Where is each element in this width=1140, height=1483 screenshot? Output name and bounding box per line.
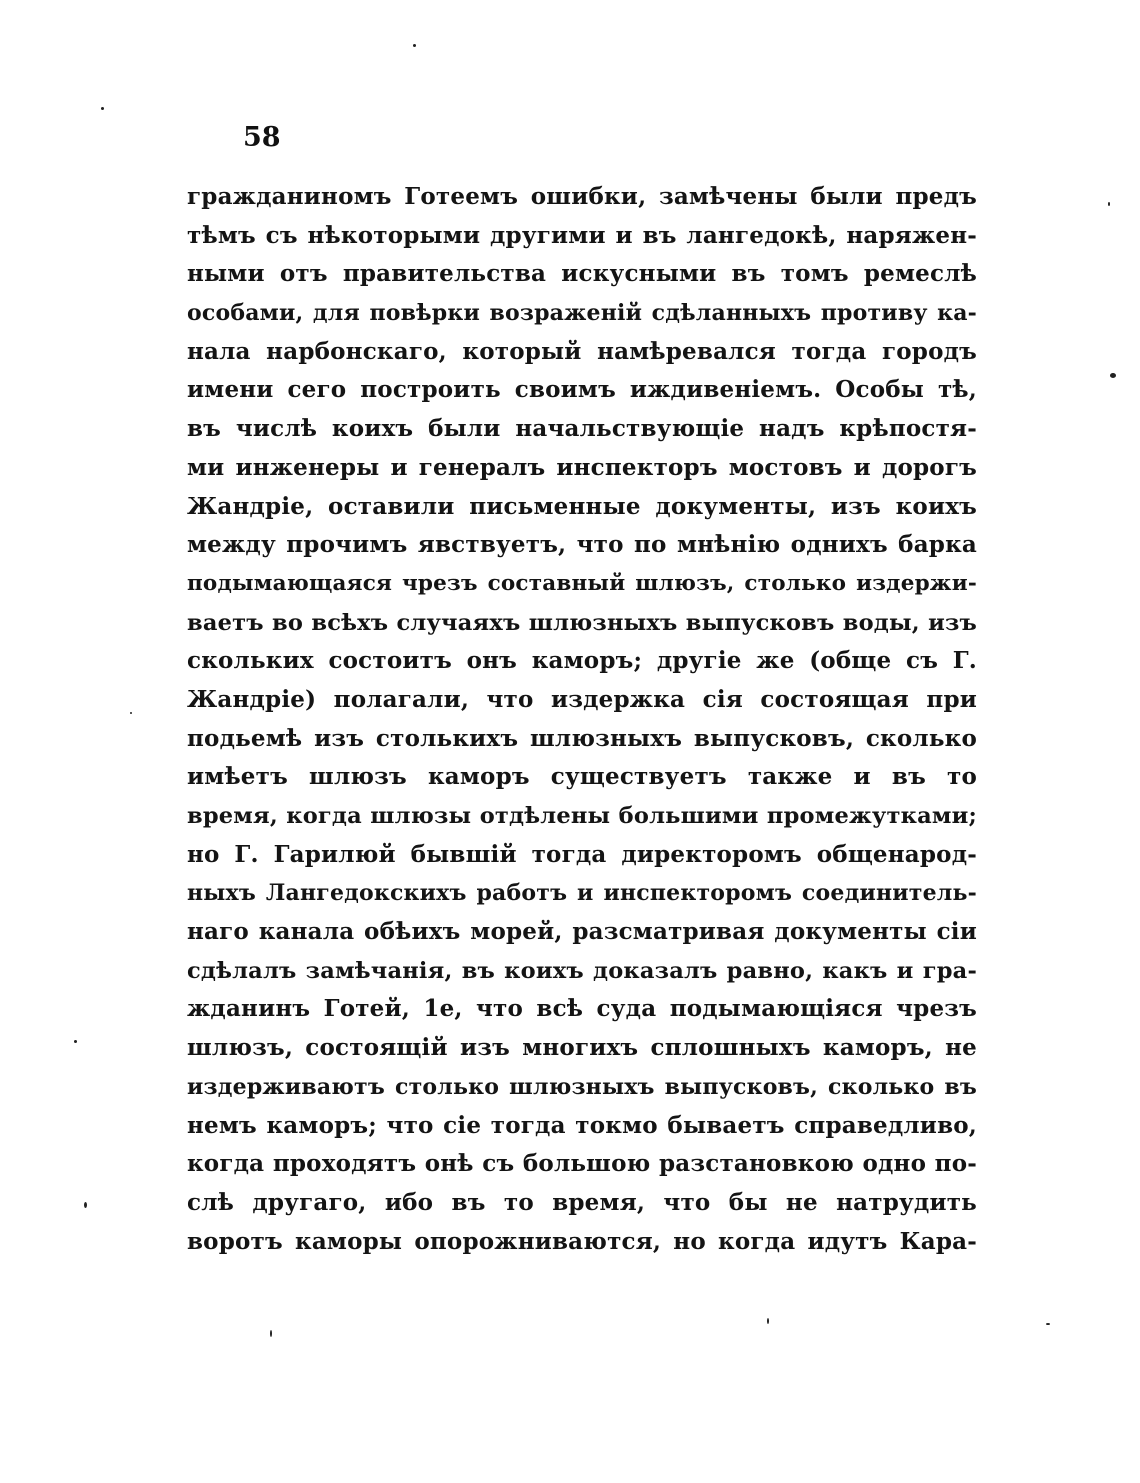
text-line: воротъ каморы опорожниваются, но когда идутъ Кара- <box>187 1227 977 1255</box>
scan-speck <box>1110 373 1116 378</box>
text-line: между прочимъ явствуетъ, что по мнѣнію однихъ барка <box>187 531 977 559</box>
text-line: жданинъ Готей, 1е, что всѣ суда подымающіяся чрезъ <box>187 995 977 1023</box>
scan-speck <box>270 1330 272 1337</box>
text-line: шлюзъ, состоящій изъ многихъ сплошныхъ каморъ, не <box>187 1034 977 1062</box>
scan-speck <box>74 1040 77 1043</box>
scan-speck <box>413 44 416 47</box>
text-line: слѣ другаго, ибо въ то время, что бы не натрудить <box>187 1188 977 1216</box>
scan-speck <box>1108 202 1110 206</box>
body-text <box>187 178 977 1261</box>
text-line: Жандріе) полагали, что издержка сія состоящая при <box>187 685 977 713</box>
text-line: гражданиномъ Готеемъ ошибки, замѣчены были предъ <box>187 183 977 210</box>
text-line: подымающаяся чрезъ составный шлюзъ, столько издержи- <box>187 570 977 596</box>
text-line: когда проходятъ онѣ съ большою разстановкою одно по- <box>187 1150 977 1178</box>
text-line: сдѣлалъ замѣчанія, въ коихъ доказалъ равно, какъ и гра- <box>187 957 977 984</box>
text-line: Жандріе, оставили письменные документы, изъ коихъ <box>187 492 977 520</box>
scan-speck <box>84 1202 87 1208</box>
scan-speck <box>1046 1323 1050 1325</box>
text-line: нала нарбонскаго, который намѣревался тогда городъ <box>187 337 977 365</box>
text-line: ми инженеры и генералъ инспекторъ мостовъ и дорогъ <box>187 453 977 481</box>
text-line: ваетъ во всѣхъ случаяхъ шлюзныхъ выпусковъ воды, изъ <box>187 609 977 636</box>
text-line: въ числѣ коихъ были начальствующіе надъ крѣпостя- <box>187 415 977 443</box>
text-line: ныхъ Лангедокскихъ работъ и инспекторомъ соединитель- <box>187 880 977 907</box>
text-line: имени сего построить своимъ иждивеніемъ. Особы тѣ, <box>187 376 977 404</box>
text-line: имѣетъ шлюзъ каморъ существуетъ также и въ то <box>187 763 977 791</box>
text-line: но Г. Гарилюй бывшій тогда директоромъ общенарод- <box>187 840 977 868</box>
text-line: особами, для повѣрки возраженій сдѣланныхъ противу ка- <box>187 300 977 327</box>
text-line: наго канала обѣихъ морей, разсматривая документы сіи <box>187 918 977 946</box>
text-line: время, когда шлюзы отдѣлены большими промежутками; <box>187 803 977 829</box>
scan-speck <box>767 1318 769 1324</box>
text-line: издерживаютъ столько шлюзныхъ выпусковъ, сколько въ <box>187 1073 977 1100</box>
text-line: скольких состоитъ онъ каморъ; другіе же (обще съ Г. <box>187 647 977 675</box>
text-line: подьемѣ изъ столькихъ шлюзныхъ выпусковъ, сколько <box>187 724 977 752</box>
text-line: ными отъ правительства искусными въ томъ ремеслѣ <box>187 260 977 288</box>
scan-speck <box>101 107 104 110</box>
page-number: 58 <box>243 122 281 153</box>
text-line: немъ каморъ; что сіе тогда токмо бываетъ справедливо, <box>187 1111 977 1139</box>
scan-speck <box>130 712 132 714</box>
text-line: тѣмъ съ нѣкоторыми другими и въ лангедокѣ, наряжен- <box>187 221 977 249</box>
